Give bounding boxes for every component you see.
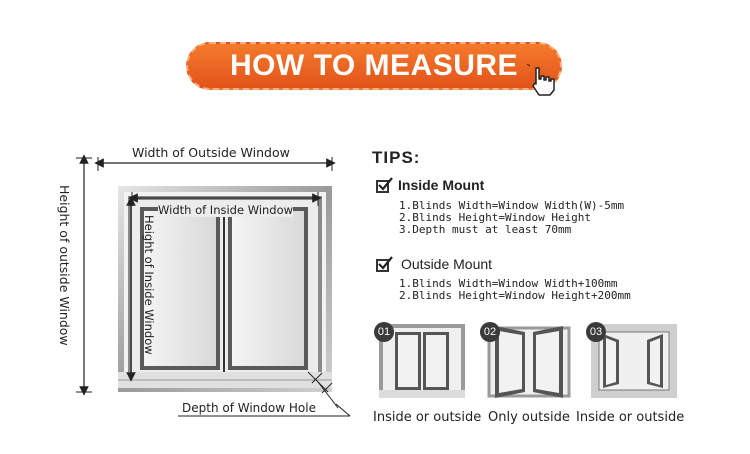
inside-mount-title: Inside Mount — [398, 177, 485, 193]
inside-tip-line: 2.Blinds Height=Window Height — [399, 211, 592, 224]
tips-title: TIPS: — [372, 148, 421, 167]
outside-tip-line: 2.Blinds Height=Window Height+200mm — [399, 289, 631, 302]
outside-mount-title: Outside Mount — [401, 256, 493, 272]
outside-tip-line: 1.Blinds Width=Window Width+100mm — [399, 277, 618, 290]
checkbox-icon — [376, 259, 389, 272]
example-number-badge: 01 — [374, 322, 394, 342]
width-outside-label: Width of Outside Window — [132, 145, 290, 160]
example-caption: Only outside — [488, 410, 570, 425]
example-caption: Inside or outside — [373, 410, 482, 425]
inside-tip-line: 3.Depth must at least 70mm — [399, 223, 572, 236]
height-inside-label: Height of Inside Window — [142, 215, 156, 355]
example-number-badge: 02 — [480, 322, 500, 342]
banner-title: HOW TO MEASURE — [229, 49, 519, 82]
inside-tip-line: 1.Blinds Width=Window Width(W)-5mm — [399, 199, 625, 212]
width-inside-label: Width of Inside Window — [158, 203, 294, 217]
checkbox-icon — [376, 180, 389, 193]
depth-label: Depth of Window Hole — [182, 401, 316, 415]
example-caption: Inside or outside — [576, 410, 685, 425]
height-outside-label: Height of outside Window — [57, 185, 72, 346]
example-number-badge: 03 — [586, 322, 606, 342]
